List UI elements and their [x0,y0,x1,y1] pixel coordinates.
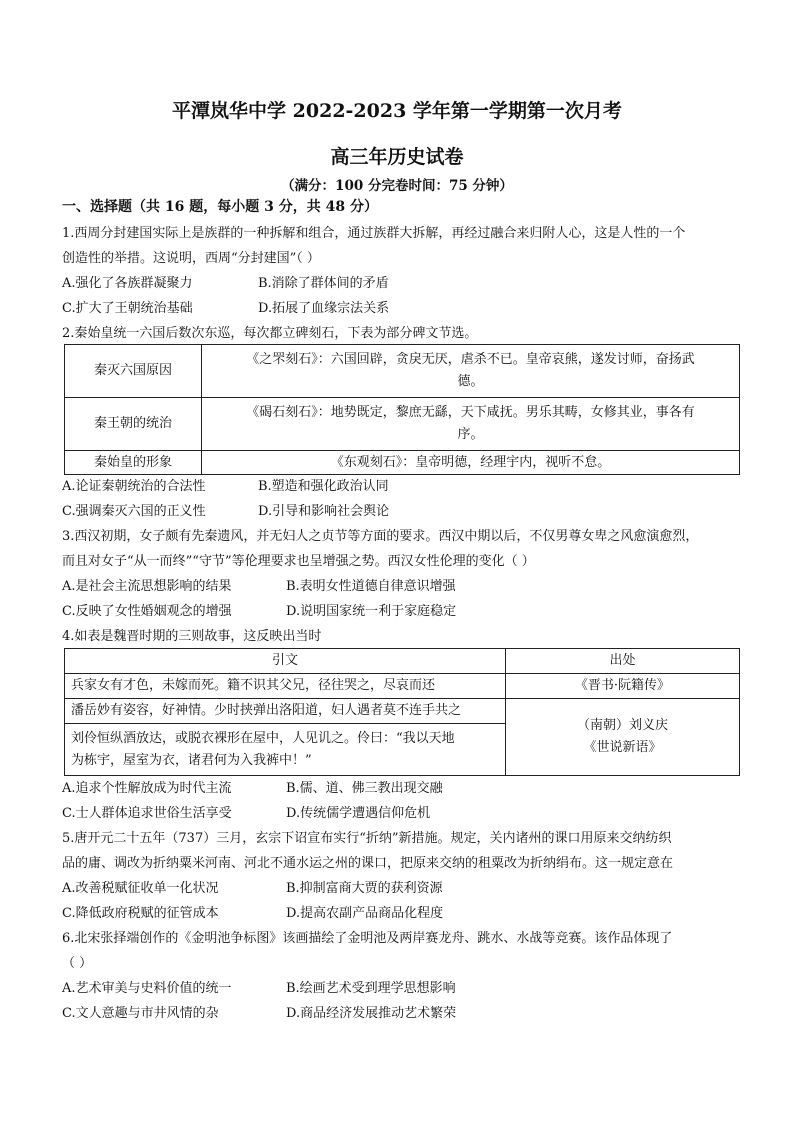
q1-option-b: B.消除了群体间的矛盾 [258,276,389,291]
q3-option-c: C.反映了女性婚姻观念的增强 [62,604,232,619]
q4-quote-3 [65,724,506,776]
q6-stem-line2: （ ） [62,956,93,971]
q1-option-d: D.拓展了血缘宗法关系 [258,301,390,316]
q4-quote-1: 兵家女有才色，未嫁而死。籍不识其父兄，径往哭之，尽哀而还 [65,674,506,699]
q5-stem-line2: 品的庸、调改为折纳粟米河南、河北不通水运之州的课口，把原来交纳的租粟改为折纳绢布。这一规定意在 [62,856,674,871]
q4-option-b: B.儒、道、佛三教出现交融 [286,781,443,796]
q2-row2-text-line2: 序。 [457,427,484,442]
q4-table [64,648,740,776]
q6-option-c: C.文人意趣与市井风情的杂 [62,1006,219,1021]
q4-source-2-author: （南朝）刘义庆 [576,718,668,733]
q6-stem-line1: 6.北宋张择端创作的《金明池争标图》该画描绘了金明池及两岸赛龙舟、跳水、水战等竞赛。该作品体现了 [62,931,673,946]
q2-option-a: A.论证秦朝统治的合法性 [62,479,206,494]
q5-stem-line1: 5.唐开元二十五年（737）三月，玄宗下诏宣布实行“折纳”新措施。规定，关内诸州的课口用原来交纳纺织 [62,831,672,846]
q2-option-c: C.强调秦灭六国的正义性 [62,504,206,519]
q2-stem: 2.秦始皇统一六国后数次东巡，每次都立碑刻石，下表为部分碑文节选。 [62,326,478,341]
q2-table [64,344,740,475]
table-row [65,451,740,475]
q3-option-d: D.说明国家统一利于家庭稳定 [286,604,457,619]
q4-option-d: D.传统儒学遭遇信仰危机 [286,806,431,821]
q5-option-d: D.提高农副产品商品化程度 [286,906,444,921]
q5-option-a: A.改善税赋征收单一化状况 [62,881,219,896]
q2-row1-text-line2: 德。 [457,374,484,389]
q3-stem-line1: 3.西汉初期，女子颇有先秦遗风，并无妇人之贞节等方面的要求。西汉中期以后，不仅男尊女卑之风愈演愈烈， [62,529,699,544]
exam-meta: （满分：100 分完卷时间：75 分钟） [281,178,513,194]
q3-option-b: B.表明女性道德自律意识增强 [286,579,456,594]
q4-col-source-header: 出处 [506,649,740,674]
q1-option-c: C.扩大了王朝统治基础 [62,301,193,316]
exam-title: 平潭岚华中学 2022-2023 学年第一学期第一次月考 [172,100,622,122]
q6-option-b: B.绘画艺术受到理学思想影响 [286,981,456,996]
q4-source-2 [506,699,740,776]
table-row [65,699,740,724]
q6-option-d: D.商品经济发展推动艺术繁荣 [286,1006,457,1021]
q2-row1-text [202,345,740,398]
q1-stem-line2: 创造性的举措。这说明，西周“分封建国”（ ） [62,251,320,266]
q4-col-quote-header: 引文 [65,649,506,674]
q2-row3-text: 《东观刻石》：皇帝明德，经理宇内，视听不怠。 [202,451,740,475]
table-row [65,649,740,674]
q5-option-c: C.降低政府税赋的征管成本 [62,906,219,921]
q4-source-1: 《晋书·阮籍传》 [506,674,740,699]
q2-row2-text [202,398,740,451]
q2-row3-label: 秦始皇的形象 [65,451,202,475]
table-row [65,398,740,451]
q5-option-b: B.抑制富商大贾的获利资源 [286,881,443,896]
q4-quote-2: 潘岳妙有姿容，好神情。少时挟弹出洛阳道，妇人遇者莫不连手共之 [65,699,506,724]
q2-option-b: B.塑造和强化政治认同 [258,479,389,494]
q2-row2-label: 秦王朝的统治 [65,398,202,451]
q4-source-2-book: 《世说新语》 [583,740,662,755]
q1-option-a: A.强化了各族群凝聚力 [62,276,193,291]
q2-row1-label: 秦灭六国原因 [65,345,202,398]
section-heading: 一、选择题（共 16 题，每小题 3 分，共 48 分） [62,199,378,215]
table-row [65,345,740,398]
table-row [65,674,740,699]
q2-row2-text-line1: 《碣石刻石》：地势既定，黎庶无繇，天下咸抚。男乐其畴，女修其业，事各有 [246,405,695,420]
q3-stem-line2: 而且对女子“从一而终”“守节”等伦理要求也呈增强之势。西汉女性伦理的变化（ ） [62,554,535,569]
q4-option-a: A.追求个性解放成为时代主流 [62,781,232,796]
q4-quote-3-line1: 刘伶恒纵酒放达，或脱衣裸形在屋中，人见讥之。伶曰：“我以天地 [71,730,455,746]
q4-stem: 4.如表是魏晋时期的三则故事，这反映出当时 [62,629,322,644]
q4-quote-3-line2: 为栋宇，屋室为衣，诸君何为入我裤中！” [71,752,312,768]
q2-option-d: D.引导和影响社会舆论 [258,504,390,519]
q2-row1-text-line1: 《之罘刻石》：六国回辟，贪戾无厌，虐杀不已。皇帝哀熊，遂发讨师，奋扬武 [246,352,695,367]
q1-stem-line1: 1.西周分封建国实际上是族群的一种拆解和组合，通过族群大拆解，再经过融合来归附人心，这是人性的一个 [62,226,686,241]
q3-option-a: A.是社会主流思想影响的结果 [62,579,232,594]
exam-subtitle: 高三年历史试卷 [330,146,464,168]
q6-option-a: A.艺术审美与史料价值的统一 [62,981,232,996]
q4-option-c: C.士人群体追求世俗生活享受 [62,806,232,821]
